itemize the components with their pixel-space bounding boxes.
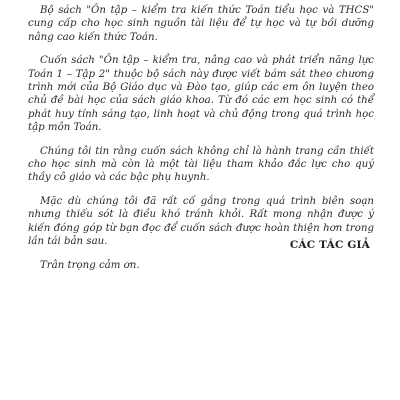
paragraph-book-description: Cuốn sách "Ôn tập – kiểm tra, nâng cao và phát triển năng lực Toán 1 – Tập 2" thuộc bộ sách này được viết bám sát theo chương trình mới của Bộ Giáo dục và Đào tạo, giúp các em ôn luyện theo chủ đề bài học của sách giáo khoa. Từ đó các em học sinh có thể phát huy tính sáng tạo, linh hoạt và chủ động trong quá trình học tập môn Toán. (28, 55, 374, 133)
paragraph-thanks: Trân trọng cảm ơn. (40, 259, 140, 271)
authors-signature: CÁC TÁC GIẢ (289, 239, 370, 251)
paragraph-audience: Chúng tôi tin rằng cuốn sách không chỉ là hành trang cần thiết cho học sinh mà còn là một tài liệu tham khảo đắc lực cho quý thầy cô giáo và các bậc phụ huynh. (28, 145, 374, 184)
paragraph-series-intro: Bộ sách "Ôn tập – kiểm tra kiến thức Toán tiểu học và THCS" cung cấp cho học sinh nguồn tài liệu để tự học và tự bồi dưỡng nâng cao kiến thức Toán. (28, 5, 374, 43)
paragraph-feedback-request: Mặc dù chúng tôi đã rất cố gắng trong quá trình biên soạn nhưng thiếu sót là điều khó tránh khỏi. Rất mong nhận được ý kiến đóng góp từ bạn đọc để cuốn sách được hoàn thiện hơn trong lần tái bản sau. (28, 196, 374, 247)
